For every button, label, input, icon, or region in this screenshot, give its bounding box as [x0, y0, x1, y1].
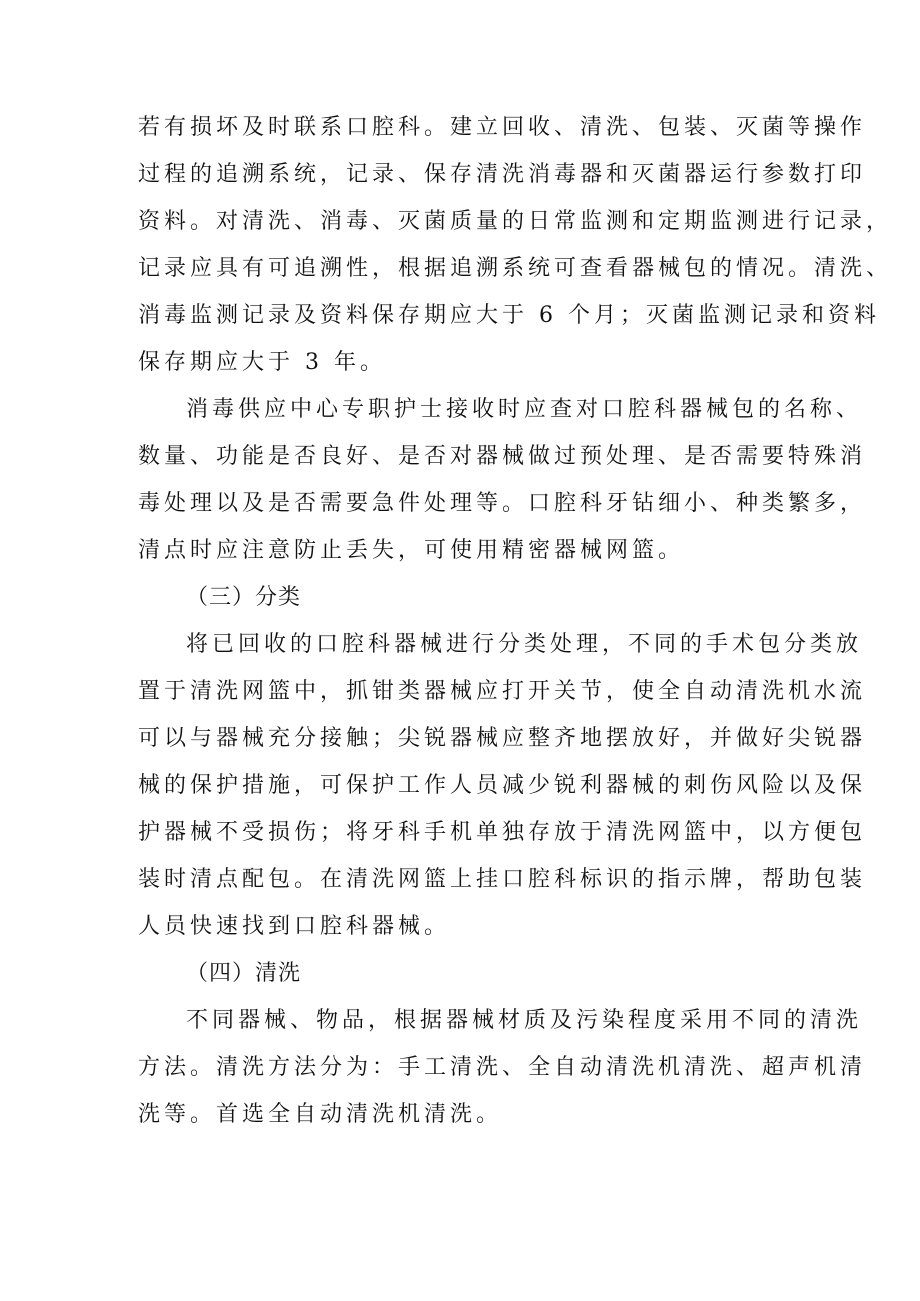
- text-line: 清点时应注意防止丢失，可使用精密器械网篮。: [138, 538, 685, 563]
- heading-text: （四）清洗: [186, 961, 302, 986]
- text-line: 方法。清洗方法分为：手工清洗、全自动清洗机清洗、超声机清: [138, 1055, 867, 1080]
- paragraph-classification: [138, 621, 867, 950]
- text-line: 置于清洗网篮中，抓钳类器械应打开关节，使全自动清洗机水流: [138, 679, 867, 704]
- section-heading-classification: [138, 574, 814, 621]
- text-line: 记录应具有可追溯性，根据追溯系统可查看器械包的情况。清洗、: [138, 256, 893, 281]
- text-line: 资料。对清洗、消毒、灭菌质量的日常监测和定期监测进行记录，: [138, 209, 893, 234]
- text-line: 护器械不受损伤；将牙科手机单独存放于清洗网篮中，以方便包: [138, 820, 867, 845]
- text-line: 洗等。首选全自动清洗机清洗。: [138, 1102, 503, 1127]
- text-line: 械的保护措施，可保护工作人员减少锐利器械的刺伤风险以及保: [138, 773, 867, 798]
- text-line: 数量、功能是否良好、是否对器械做过预处理、是否需要特殊消: [138, 444, 867, 469]
- text-line: 保存期应大于 3 年。: [138, 350, 386, 375]
- text-line: 毒处理以及是否需要急件处理等。口腔科牙钻细小、种类繁多，: [138, 491, 867, 516]
- text-line: 若有损坏及时联系口腔科。建立回收、清洗、包装、灭菌等操作: [138, 115, 867, 140]
- text-line: 将已回收的口腔科器械进行分类处理，不同的手术包分类放: [186, 632, 863, 657]
- text-line: 可以与器械充分接触；尖锐器械应整齐地摆放好，并做好尖锐器: [138, 726, 867, 751]
- paragraph-cleaning: [138, 997, 867, 1138]
- paragraph-traceability: [138, 104, 893, 386]
- paragraph-receiving: [138, 386, 867, 574]
- text-line: 消毒供应中心专职护士接收时应查对口腔科器械包的名称、: [186, 397, 863, 422]
- heading-text: （三）分类: [186, 585, 302, 610]
- document-body: [138, 104, 893, 1138]
- section-heading-cleaning: [138, 950, 814, 997]
- text-line: 过程的追溯系统，记录、保存清洗消毒器和灭菌器运行参数打印: [138, 162, 867, 187]
- text-line: 装时清点配包。在清洗网篮上挂口腔科标识的指示牌，帮助包装: [138, 867, 867, 892]
- text-line: 不同器械、物品，根据器械材质及污染程度采用不同的清洗: [186, 1008, 863, 1033]
- text-line: 消毒监测记录及资料保存期应大于 6 个月；灭菌监测记录和资料: [138, 303, 880, 328]
- text-line: 人员快速找到口腔科器械。: [138, 914, 451, 939]
